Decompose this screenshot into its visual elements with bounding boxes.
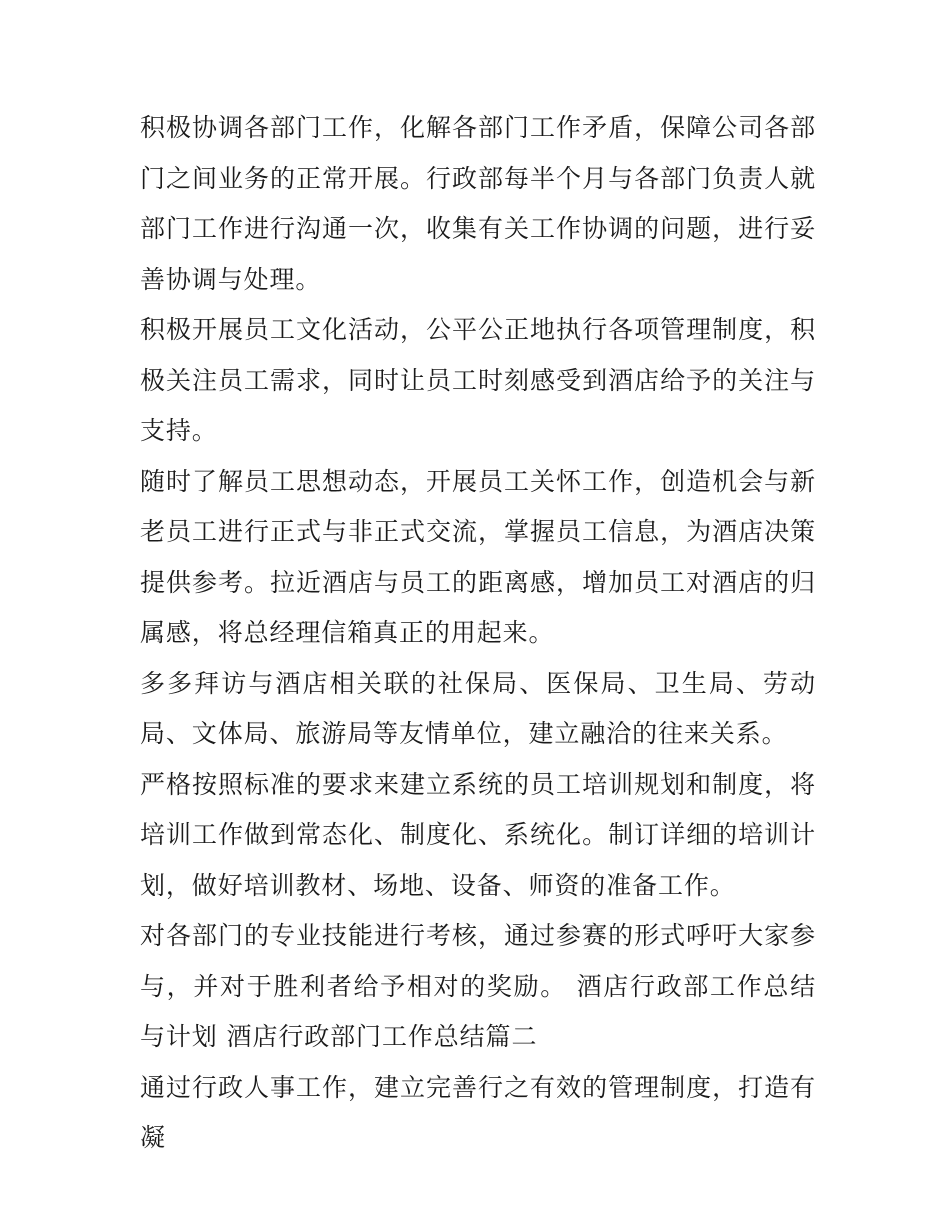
- document-body: [140, 103, 816, 1164]
- paragraph-admin-hr: 通过行政人事工作，建立完善行之有效的管理制度，打造有凝: [140, 1072, 816, 1152]
- paragraph-skills-assessment: 对各部门的专业技能进行考核，通过参赛的形式呼吁大家参与，并对于胜利者给予相对的奖励。 酒店行政部工作总结与计划 酒店行政部门工作总结篇二: [140, 921, 816, 1051]
- paragraph-employee-culture: 积极开展员工文化活动，公平公正地执行各项管理制度，积极关注员工需求，同时让员工时刻感受到酒店给予的关注与支持。: [140, 315, 816, 445]
- paragraph-external-relations: 多多拜访与酒店相关联的社保局、医保局、卫生局、劳动局、文体局、旅游局等友情单位，建立融洽的往来关系。: [140, 668, 816, 748]
- paragraph-employee-care: 随时了解员工思想动态，开展员工关怀工作，创造机会与新老员工进行正式与非正式交流，掌握员工信息，为酒店决策提供参考。拉近酒店与员工的距离感，增加员工对酒店的归属感，将总经理信箱真正的用起来。: [140, 466, 816, 647]
- paragraph-training-system: 严格按照标准的要求来建立系统的员工培训规划和制度，将培训工作做到常态化、制度化、系统化。制订详细的培训计划，做好培训教材、场地、设备、师资的准备工作。: [140, 769, 816, 900]
- paragraph-department-coordination: 积极协调各部门工作，化解各部门工作矛盾，保障公司各部门之间业务的正常开展。行政部每半个月与各部门负责人就部门工作进行沟通一次，收集有关工作协调的问题，进行妥善协调与处理。: [140, 113, 816, 294]
